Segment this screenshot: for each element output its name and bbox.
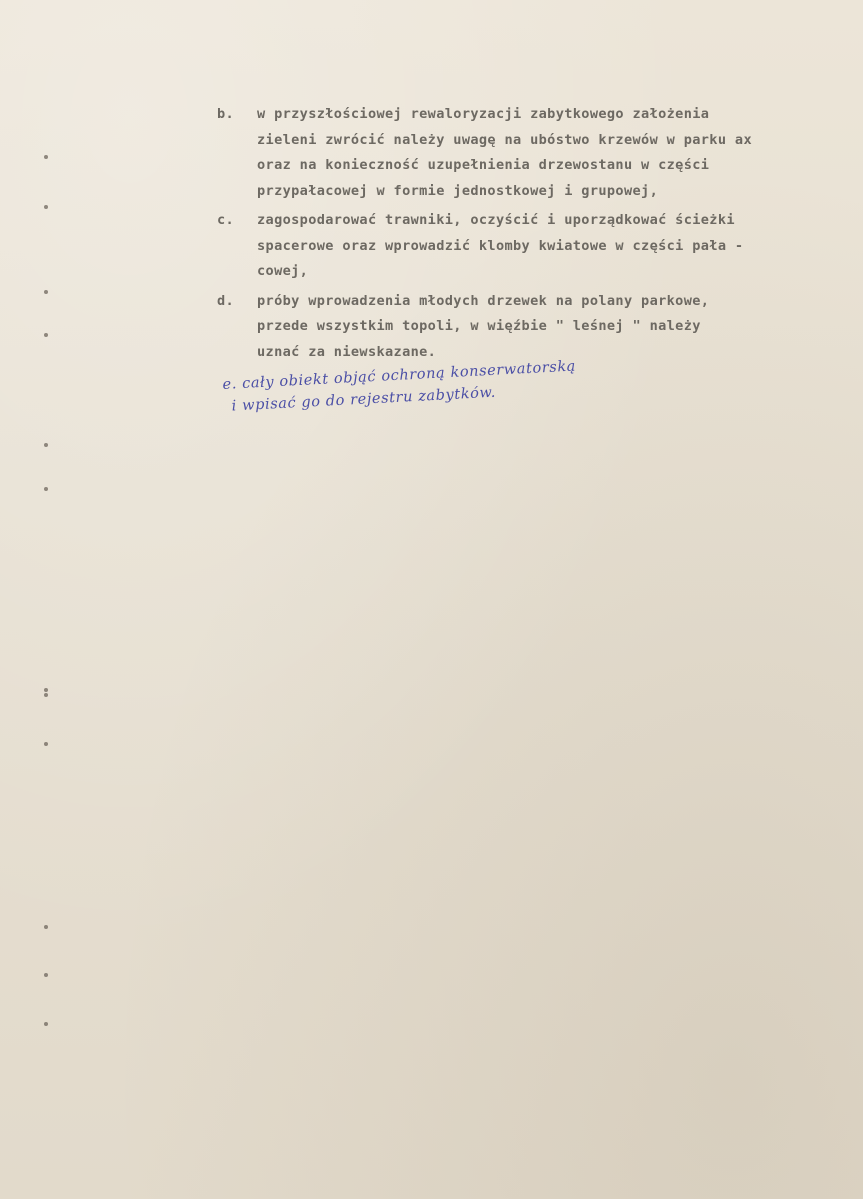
binding-mark [44, 333, 48, 337]
binding-mark [44, 973, 48, 977]
binding-hole-marks [44, 0, 54, 1199]
list-item-b [217, 102, 857, 204]
typewritten-text [217, 102, 857, 369]
item-text [257, 289, 857, 366]
item-text [257, 102, 857, 204]
list-item-d [217, 289, 857, 366]
text-line: uznać za niewskazane. [257, 343, 437, 360]
text-line: zagospodarować trawniki, oczyścić i uporządkować ścieżki [257, 212, 735, 228]
binding-mark [44, 155, 48, 159]
text-line: próby wprowadzenia młodych drzewek na polany parkowe, [257, 292, 710, 309]
binding-mark [44, 290, 48, 294]
binding-mark [44, 925, 48, 929]
item-text [257, 208, 857, 285]
handwritten-line: e. cały obiekt objąć ochroną konserwatorską [222, 358, 577, 393]
handwritten-line: i wpisać go do rejestru zabytków. [231, 384, 497, 415]
text-line: przypałacowej w formie jednostkowej i grupowej, [257, 182, 659, 199]
text-line: w przyszłościowej rewaloryzacji zabytkowego założenia [257, 106, 710, 122]
text-line: cowej, [257, 263, 309, 279]
binding-mark [44, 1022, 48, 1026]
item-marker: c. [217, 212, 235, 228]
binding-mark [44, 742, 48, 746]
binding-mark [44, 443, 48, 447]
item-marker: d. [217, 292, 235, 309]
text-line: zieleni zwrócić należy uwagę na ubóstwo krzewów w parku ax [257, 131, 752, 148]
binding-mark [44, 693, 48, 697]
item-marker: b. [217, 106, 235, 122]
text-line: oraz na konieczność uzupełnienia drzewostanu w części [257, 157, 710, 173]
text-line: spacerowe oraz wprowadzić klomby kwiatowe w części pała - [257, 237, 744, 254]
text-line: przede wszystkim topoli, w więźbie " leśnej " należy [257, 318, 701, 334]
binding-mark [44, 487, 48, 491]
binding-mark [44, 205, 48, 209]
binding-mark [44, 688, 48, 692]
list-item-c [217, 208, 857, 285]
